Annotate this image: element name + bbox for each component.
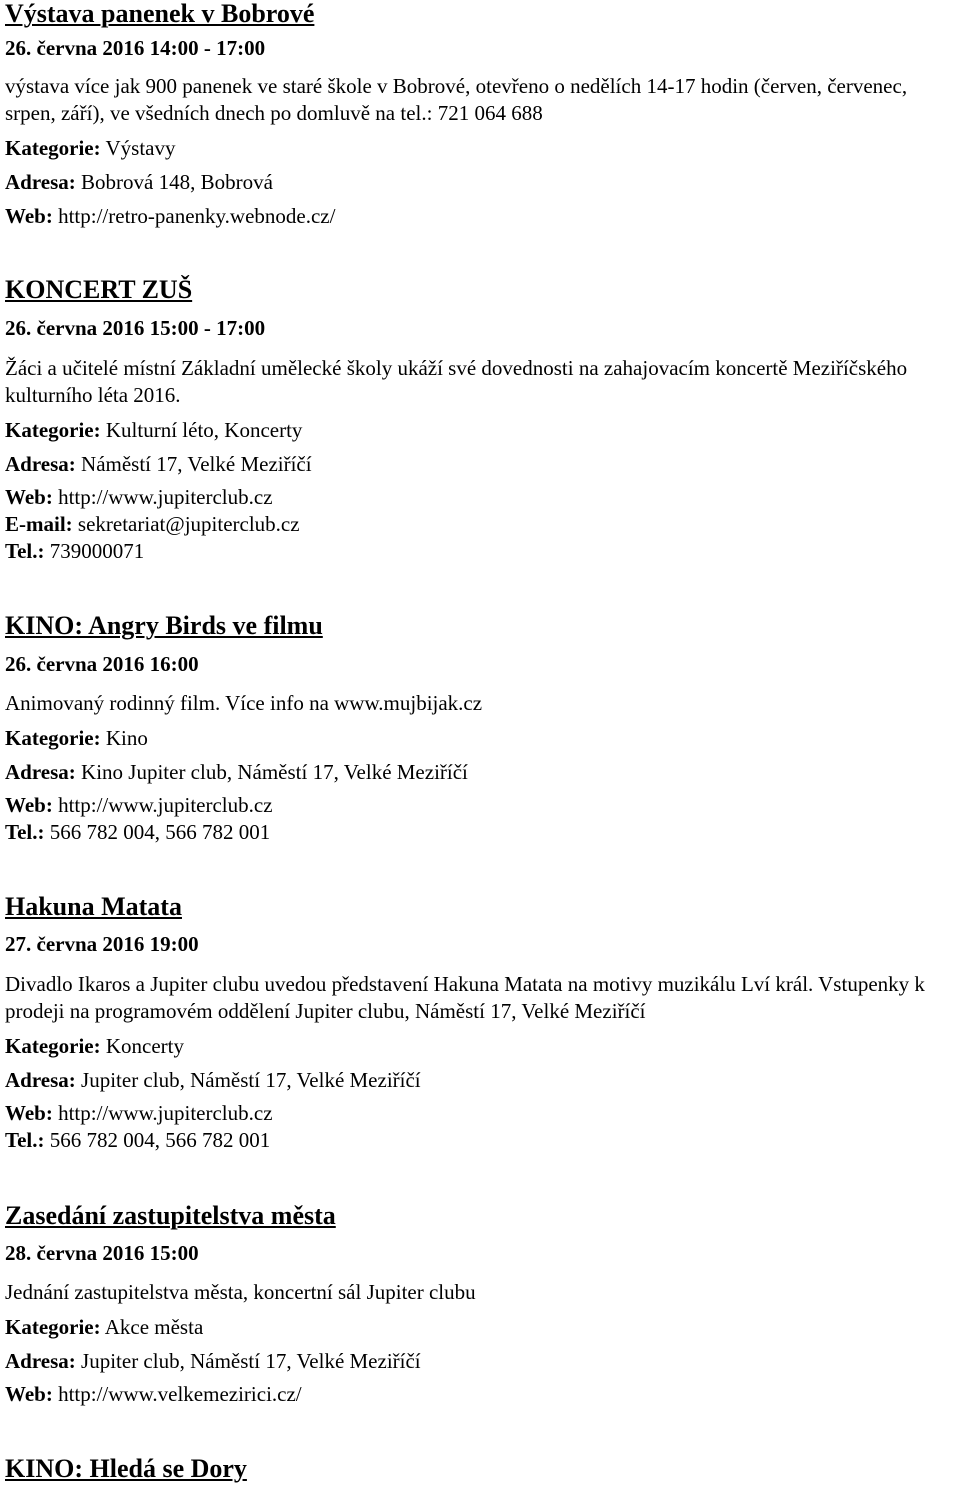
event-phone-field [5,539,144,563]
event-title-link[interactable]: KONCERT ZUŠ [5,275,193,304]
web-link[interactable]: http://retro-panenky.webnode.cz/ [58,204,336,228]
event-category-field [5,726,148,750]
event-category-field [5,136,176,160]
web-label: Web: [5,793,53,817]
event-description: Divadlo Ikaros a Jupiter clubu uvedou představení Hakuna Matata na motivy muzikálu Lví král. Vstupenky k prodeji na programovém oddělení Jupiter clubu, Náměstí 17, Velké Meziříčí [5,972,925,1023]
event-web-field [5,485,273,509]
web-label: Web: [5,1101,53,1125]
event-address-field [5,1068,421,1092]
web-link[interactable]: http://www.jupiterclub.cz [58,1101,273,1125]
event-web-field [5,1382,302,1406]
event-description: výstava více jak 900 panenek ve staré škole v Bobrové, otevřeno o nedělích 14-17 hodin (červen, červenec, srpen, září), ve všedních dnech po domluvě na tel.: 721 064 688 [5,74,908,125]
event-web-field [5,1101,273,1125]
category-label: Kategorie: [5,726,101,750]
web-label: Web: [5,485,53,509]
event-date: 26. června 2016 14:00 - 17:00 [5,36,266,60]
category-label: Kategorie: [5,136,101,160]
category-value: Kulturní léto, Koncerty [105,418,303,442]
email-label: E-mail: [5,512,73,536]
phone-label: Tel.: [5,539,45,563]
event-title-link[interactable]: Zasedání zastupitelstva města [5,1201,336,1230]
event-description: Jednání zastupitelstva města, koncertní sál Jupiter clubu [5,1280,476,1304]
event-category-field [5,1034,184,1058]
address-label: Adresa: [5,170,76,194]
category-value: Koncerty [105,1034,185,1058]
web-link[interactable]: http://www.jupiterclub.cz [58,793,273,817]
event-address-field [5,1349,421,1373]
address-label: Adresa: [5,452,76,476]
phone-label: Tel.: [5,1128,45,1152]
event-title-link[interactable]: KINO: Hledá se Dory [5,1454,247,1483]
event-date: 26. června 2016 15:00 - 17:00 [5,316,266,340]
address-value: Bobrová 148, Bobrová [81,170,273,194]
event-web-field [5,204,335,228]
category-label: Kategorie: [5,418,101,442]
event-category-field [5,418,302,442]
category-label: Kategorie: [5,1315,101,1339]
event-title-link[interactable]: Hakuna Matata [5,892,182,921]
event-date: 27. června 2016 19:00 [5,932,199,956]
category-value: Výstavy [105,136,176,160]
phone-value: 566 782 004, 566 782 001 [49,820,271,844]
event-title-link[interactable]: Výstava panenek v Bobrové [5,0,315,28]
category-value: Akce města [104,1315,204,1339]
address-value: Jupiter club, Náměstí 17, Velké Meziříčí [81,1349,421,1373]
event-address-field [5,452,312,476]
event-address-field [5,760,468,784]
address-value: Jupiter club, Náměstí 17, Velké Meziříčí [81,1068,421,1092]
address-label: Adresa: [5,1349,76,1373]
web-label: Web: [5,204,53,228]
event-title-link[interactable]: KINO: Angry Birds ve filmu [5,611,323,640]
event-web-field [5,793,273,817]
address-value: Náměstí 17, Velké Meziříčí [81,452,312,476]
category-label: Kategorie: [5,1034,101,1058]
event-address-field [5,170,273,194]
event-phone-field [5,820,270,844]
event-date: 26. června 2016 16:00 [5,652,199,676]
address-value: Kino Jupiter club, Náměstí 17, Velké Meziříčí [81,760,468,784]
category-value: Kino [105,726,148,750]
web-link[interactable]: http://www.jupiterclub.cz [58,485,273,509]
event-description: Animovaný rodinný film. Více info na www.mujbijak.cz [5,691,483,715]
web-label: Web: [5,1382,53,1406]
event-category-field [5,1315,203,1339]
event-phone-field [5,1128,270,1152]
web-link[interactable]: http://www.velkemezirici.cz/ [58,1382,302,1406]
address-label: Adresa: [5,760,76,784]
event-email-field [5,512,300,536]
address-label: Adresa: [5,1068,76,1092]
phone-value: 739000071 [49,539,145,563]
event-description: Žáci a učitelé místní Základní umělecké školy ukáží své dovednosti na zahajovacím koncertě Meziříčského kulturního léta 2016. [5,356,908,407]
phone-label: Tel.: [5,820,45,844]
event-date: 28. června 2016 15:00 [5,1241,199,1265]
email-link[interactable]: sekretariat@jupiterclub.cz [77,512,300,536]
phone-value: 566 782 004, 566 782 001 [49,1128,271,1152]
